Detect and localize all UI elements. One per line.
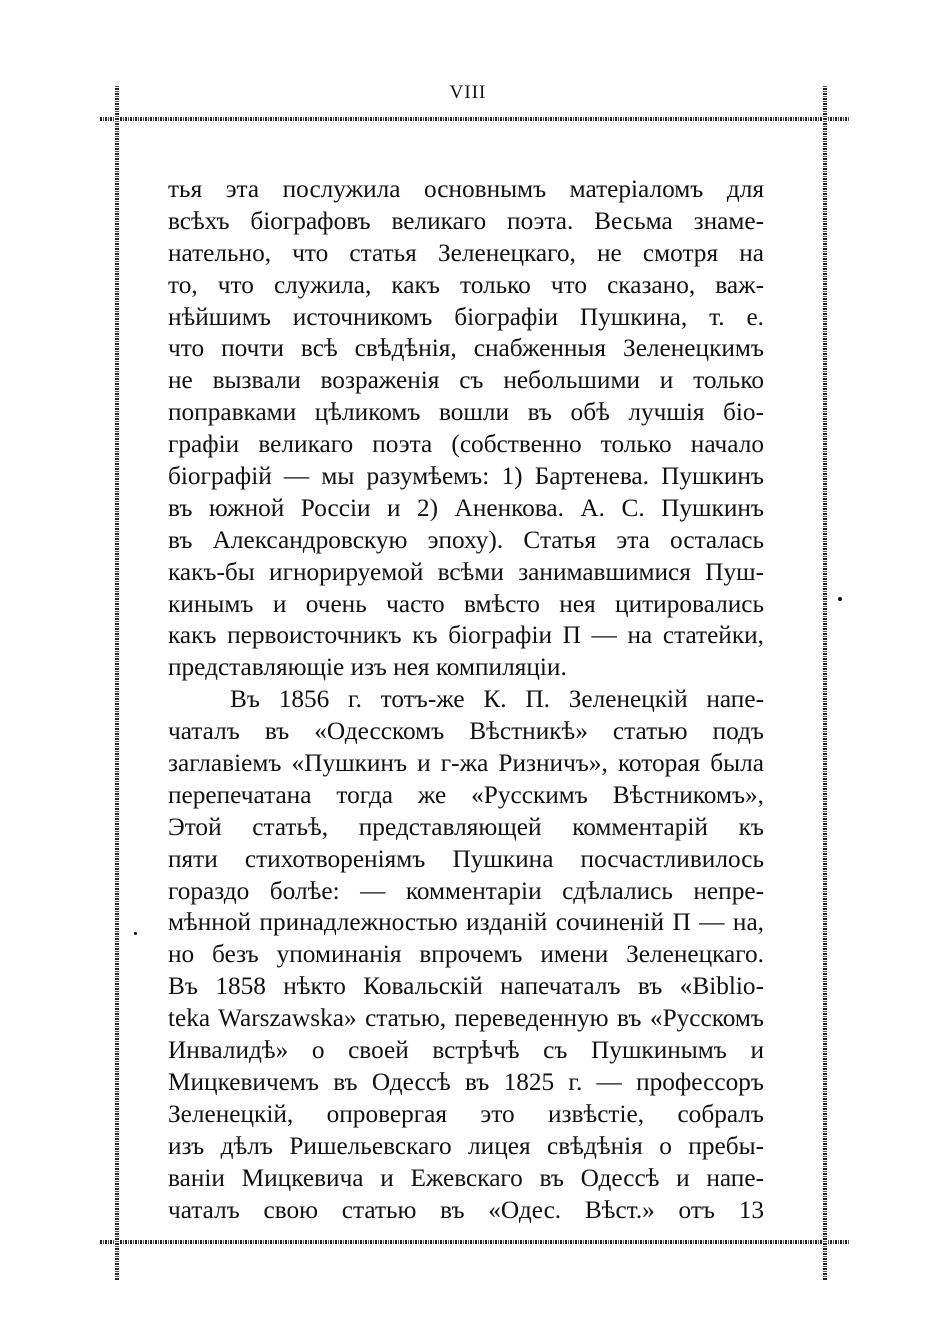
text-line: не вызвали возраженія съ небольшими и только — [168, 366, 764, 395]
text-line: Зеленецкій, опровергая это извѣстіе, собралъ — [168, 1099, 764, 1128]
text-line: заглавіемъ «Пушкинъ и г-жа Ризничъ», которая была — [168, 749, 764, 778]
text-line: Въ 1858 нѣкто Ковальскій напечаталъ въ «Biblio- — [168, 972, 764, 1001]
text-line: пяти стихотвореніямъ Пушкина посчастливилось — [168, 844, 764, 873]
right-border-rule — [823, 85, 827, 1280]
text-line: Мицкевичемъ въ Одессѣ въ 1825 г. — профессоръ — [168, 1067, 764, 1096]
text-line: чаталъ въ «Одесскомъ Вѣстникѣ» статью подъ — [168, 717, 764, 746]
text-line: teka Warszawska» статью, переведенную въ «Русскомъ — [168, 1004, 764, 1033]
text-line: гораздо болѣе: — комментаріи сдѣлались непре- — [168, 876, 764, 905]
text-line: перепечатана тогда же «Русскимъ Вѣстникомъ», — [168, 780, 764, 809]
text-line: всѣхъ біографовъ великаго поэта. Весьма знаме- — [168, 206, 764, 235]
text-line: біографій — мы разумѣемъ: 1) Бартенева. Пушкинъ — [168, 462, 764, 491]
text-line: какъ-бы игнорируемой всѣми занимавшимися Пуш- — [168, 557, 764, 586]
text-line: мѣнной принадлежностью изданій сочиненій П — на, — [168, 908, 764, 937]
text-line: въ южной Россіи и 2) Аненкова. А. С. Пушкинъ — [168, 493, 764, 522]
ink-speck — [838, 597, 842, 601]
top-border-rule — [100, 117, 850, 121]
text-line: Инвалидѣ» о своей встрѣчѣ съ Пушкинымъ и — [168, 1036, 764, 1065]
text-line: чаталъ свою статью въ «Одес. Вѣст.» отъ 13 — [168, 1195, 764, 1224]
text-line: изъ дѣлъ Ришельевскаго лицея свѣдѣнія о пребы- — [168, 1131, 764, 1160]
text-line: въ Александровскую эпоху). Статья эта осталась — [168, 525, 764, 554]
page-number: VIII — [449, 82, 487, 103]
text-line: кинымъ и очень часто вмѣсто нея цитировались — [168, 589, 764, 618]
text-line: что почти всѣ свѣдѣнія, снабженныя Зеленецкимъ — [168, 334, 764, 363]
text-line: Этой статьѣ, представляющей комментарій къ — [168, 812, 764, 841]
ink-speck — [134, 932, 137, 935]
body-text — [168, 174, 764, 1226]
text-line: ваніи Мицкевича и Ежевскаго въ Одессѣ и напе- — [168, 1163, 764, 1192]
bottom-border-rule — [100, 1240, 850, 1244]
text-line: поправками цѣликомъ вошли въ обѣ лучшія біо- — [168, 398, 764, 427]
text-line: графіи великаго поэта (собственно только начало — [168, 430, 764, 459]
text-line: нѣйшимъ источникомъ біографіи Пушкина, т. е. — [168, 302, 764, 331]
left-border-rule — [115, 85, 119, 1280]
text-line: но безъ упоминанія впрочемъ имени Зеленецкаго. — [168, 940, 764, 969]
text-line: нательно, что статья Зеленецкаго, не смотря на — [168, 238, 764, 267]
text-line: представляющіе изъ нея компиляціи. — [168, 653, 567, 682]
text-line: то, что служила, какъ только что сказано, важ- — [168, 270, 764, 299]
paragraph-start-line: Въ 1856 г. тотъ-же К. П. Зеленецкій напе- — [230, 685, 764, 714]
text-line: тья эта послужила основнымъ матеріаломъ для — [168, 175, 764, 203]
text-line: какъ первоисточникъ къ біографіи П — на статейки, — [168, 621, 764, 650]
